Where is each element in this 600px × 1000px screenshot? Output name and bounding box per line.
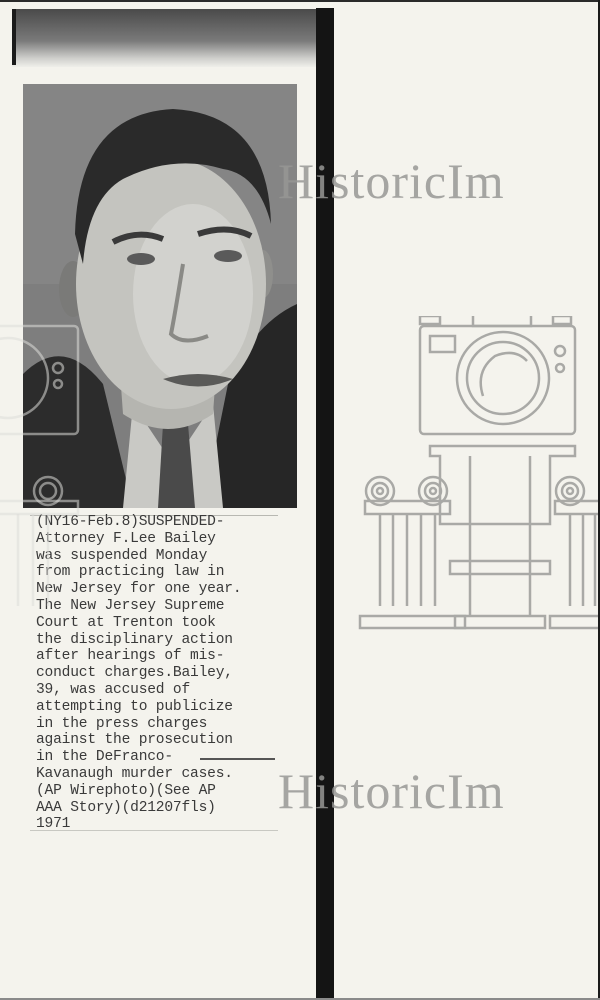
caption-line: (AP Wirephoto)(See AP xyxy=(36,782,216,799)
caption-line: in the DeFranco- xyxy=(36,749,173,766)
caption-line: from practicing law in xyxy=(36,564,225,581)
film-strip-edge xyxy=(12,9,16,65)
camera-columns-logo-icon xyxy=(355,316,600,666)
top-film-strip xyxy=(12,9,316,67)
frame-top-edge xyxy=(0,0,600,2)
pencil-underline xyxy=(200,758,275,760)
caption-line: the disciplinary action xyxy=(36,631,233,648)
caption-line: 1971 xyxy=(36,816,71,833)
caption-line: was suspended Monday xyxy=(36,547,208,564)
caption-line: (NY16-Feb.8)SUSPENDED- xyxy=(36,514,225,530)
caption-line: after hearings of mis- xyxy=(36,648,225,665)
watermark-text-bottom: HistoricIm xyxy=(278,763,505,819)
caption-line: Kavanaugh murder cases. xyxy=(36,765,233,782)
caption-line: New Jersey for one year. xyxy=(36,581,242,598)
caption-line: conduct charges.Bailey, xyxy=(36,665,233,682)
caption-line: 39, was accused of xyxy=(36,681,191,698)
caption-line: Court at Trenton took xyxy=(36,614,216,631)
watermark-text-top: HistoricIm xyxy=(278,153,505,209)
caption-line: attempting to publicize xyxy=(36,698,233,715)
caption-line: Attorney F.Lee Bailey xyxy=(36,530,216,547)
caption-line: against the prosecution xyxy=(36,732,233,749)
caption-line: in the press charges xyxy=(36,715,208,732)
caption-line: The New Jersey Supreme xyxy=(36,597,225,614)
caption-line: AAA Story)(d21207fls) xyxy=(36,799,216,816)
camera-columns-logo-partial-icon xyxy=(0,316,88,646)
